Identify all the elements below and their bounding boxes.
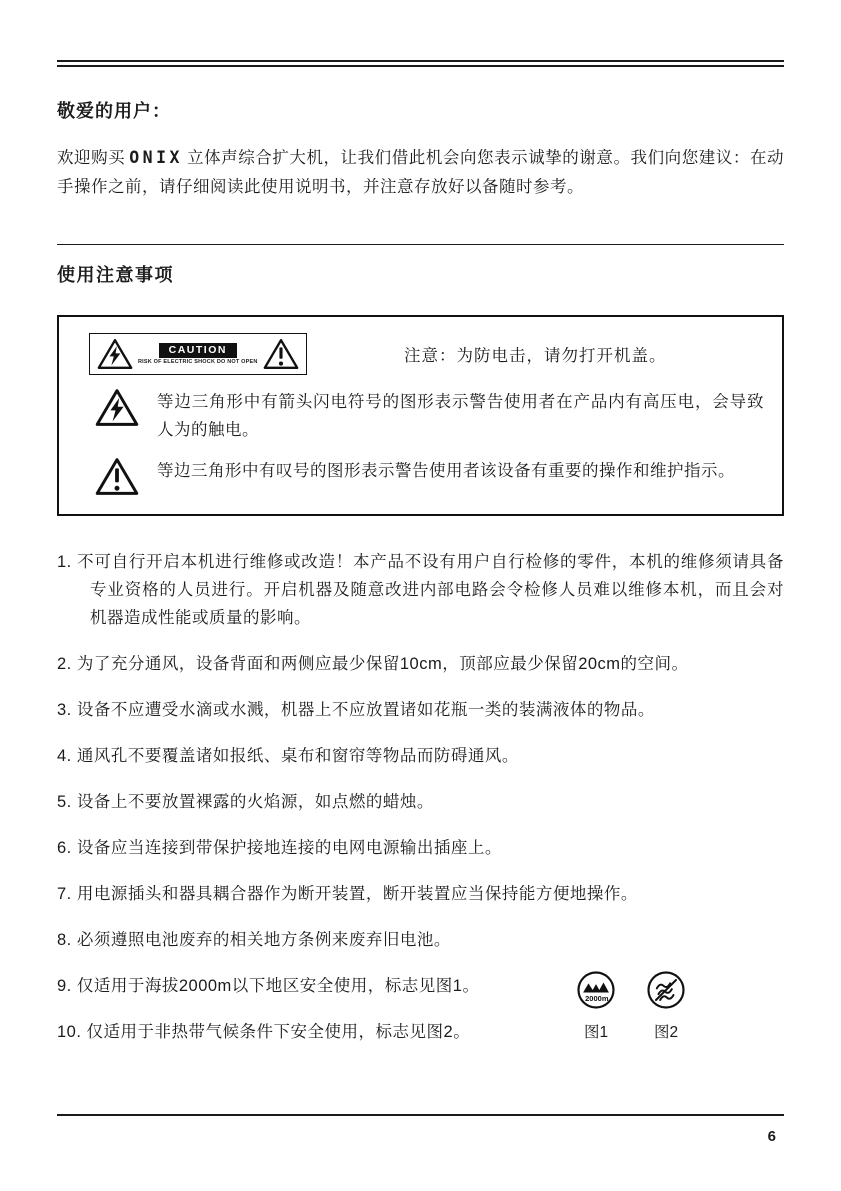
page-footer	[57, 1114, 784, 1145]
caution-box	[57, 315, 784, 516]
note-item-7: 7. 用电源插头和器具耦合器作为断开装置，断开装置应当保持能方便地操作。	[57, 885, 638, 903]
note-item-2: 2. 为了充分通风，设备背面和两侧应最少保留10cm，顶部应最少保留20cm的空间。	[57, 655, 689, 673]
greeting-text-prefix: 欢迎购买	[57, 149, 126, 167]
figure-1-label: 图1	[583, 1024, 609, 1041]
note-item-3: 3. 设备不应遭受水滴或水溅，机器上不应放置诸如花瓶一类的装满液体的物品。	[57, 701, 655, 719]
greeting-paragraph	[57, 143, 784, 202]
exclamation-explanation-row	[89, 457, 764, 496]
lightning-bolt-triangle-icon	[95, 388, 139, 427]
brand-logo-text: ONIX	[129, 148, 183, 167]
section-title: 使用注意事项	[57, 265, 174, 285]
non-tropical-climate-icon	[646, 970, 686, 1010]
page-content	[57, 0, 784, 1064]
figure-2	[646, 970, 686, 1042]
section-divider	[57, 244, 784, 245]
note-item-5: 5. 设备上不要放置裸露的火焰源，如点燃的蜡烛。	[57, 793, 434, 811]
exclamation-triangle-icon	[95, 457, 139, 496]
greeting-title: 敬爱的用户：	[57, 101, 171, 121]
altitude-text: 2000m	[585, 993, 609, 1003]
note-item-10: 10. 仅适用于非热带气候条件下安全使用，标志见图2。	[57, 1023, 471, 1041]
caution-notice-text: 注意：为防电击，请勿打开机盖。	[404, 347, 667, 365]
footer-rule	[57, 1114, 784, 1116]
greeting-text-suffix: 立体声综合扩大机，让我们借此机会向您表示诚挚的谢意。我们向您建议：在动手操作之前，请仔细阅读此使用说明书，并注意存放好以备随时参考。	[57, 149, 785, 196]
note-item-6: 6. 设备应当连接到带保护接地连接的电网电源输出插座上。	[57, 839, 502, 857]
page-number: 6	[767, 1128, 776, 1145]
risk-line-1: RISK OF ELECTRIC SHOCK	[138, 358, 216, 365]
caution-header-row	[89, 333, 764, 375]
note-item-1: 1. 不可自行开启本机进行维修或改造！本产品不设有用户自行检修的零件，本机的维修须请具备专业资格的人员进行。开启机器及随意改进内部电路会令检修人员难以维修本机，而且会对机器造成性能或质量的影响。	[57, 553, 784, 627]
exclamation-triangle-icon	[263, 338, 299, 370]
caution-center-block	[138, 343, 258, 366]
altitude-limit-2000m-icon	[576, 970, 616, 1010]
top-double-rule	[57, 60, 784, 67]
figure-icons-group	[576, 970, 686, 1042]
exclamation-explanation-text: 等边三角形中有叹号的图形表示警告使用者该设备有重要的操作和维护指示。	[157, 462, 735, 480]
note-item-9: 9. 仅适用于海拔2000m以下地区安全使用，标志见图1。	[57, 977, 480, 995]
caution-bar: CAUTION	[159, 343, 237, 358]
lightning-bolt-triangle-icon	[97, 338, 133, 370]
note-item-4: 4. 通风孔不要覆盖诸如报纸、桌布和窗帘等物品而防碍通风。	[57, 747, 519, 765]
risk-line-2: DO NOT OPEN	[216, 358, 258, 365]
note-item-8: 8. 必须遵照电池废弃的相关地方条例来废弃旧电池。	[57, 931, 451, 949]
figure-2-label: 图2	[653, 1024, 679, 1041]
figure-1	[576, 970, 616, 1042]
lightning-explanation-text: 等边三角形中有箭头闪电符号的图形表示警告使用者在产品内有高压电，会导致人为的触电。	[157, 393, 764, 439]
caution-risk-text	[138, 359, 258, 366]
lightning-explanation-row	[89, 388, 764, 444]
caution-label-graphic	[89, 333, 307, 375]
safety-notes-list	[57, 548, 784, 1046]
